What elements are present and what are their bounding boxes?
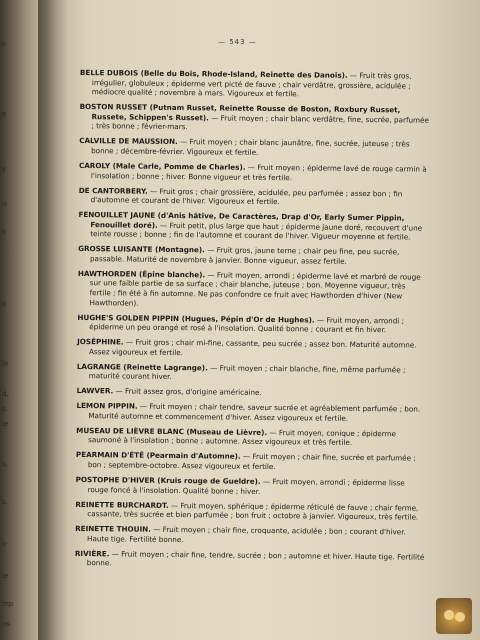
left-page-fragment: p (2, 110, 7, 118)
variety-description: — Fruit assez gros, d'origine américaine. (113, 386, 262, 398)
variety-entry (76, 475, 426, 498)
variety-description: — Fruit moyen ; chair blanc jaunâtre, fine, sucrée, juteuse ; très bonne ; décembre-février. Vigoureux et fertile. (91, 137, 410, 157)
variety-description: — Fruit moyen, arrondi ; épiderme un peu orangé et rosé à l'insolation. Qualité bonne ; courant et fin hiver. (89, 315, 405, 335)
variety-entry (77, 386, 427, 399)
variety-description: — Fruit moyen ; chair fine, sucrée et parfumée ; bon ; septembre-octobre. Assez vigoureux et fertile. (87, 452, 416, 472)
left-page-fragment: s, (2, 460, 8, 468)
left-page-fragment: y (2, 165, 7, 173)
variety-paragraph (75, 549, 425, 572)
variety-entry (79, 102, 429, 134)
left-page-fragment: o (2, 300, 7, 308)
variety-paragraph (80, 68, 430, 100)
variety-paragraph (76, 450, 426, 473)
variety-name: GROSSE LUISANTE (Montagne). (78, 244, 205, 255)
left-page-fragment: le (2, 360, 9, 368)
variety-paragraph (76, 426, 426, 449)
variety-description: — Fruit moyen ; chair fine, tendre, sucrée ; bon ; automne et hiver. Haute tige. Fertilité bonne. (86, 549, 425, 568)
variety-paragraph (77, 386, 427, 399)
left-page-fragment: u (2, 200, 7, 208)
variety-description: — Fruit moyen ; chair blanche, fine, même parfumée ; maturité courant hiver. (88, 363, 406, 382)
variety-description: — Fruit gros, jaune terne ; chair peu fine, peu sucrée, passable. Maturité de novembre à janvier. Bonne vigueur, assez fertile. (89, 245, 400, 266)
variety-description: — Fruit gros ; chair grossière, acidulée, peu parfumée ; assez bon ; fin d'automne et courant de l'hiver. Vigoureux et fertile. (90, 186, 403, 207)
variety-entry (76, 450, 426, 473)
variety-name: BELLE DUBOIS (Belle du Bois, Rhode-Island, Reinette des Danois). (79, 68, 348, 80)
variety-description: — Fruit moyen ; chair tendre, saveur sucrée et agréablement parfumée ; bon. Maturité automne et commencement d'hiver. Assez vigoureux et fertile. (88, 401, 421, 423)
variety-description: — Fruit moyen ; chair blanc verdâtre, fine, sucrée, parfumée ; très bonne ; février-mars. (91, 113, 429, 132)
variety-name: FENOUILLET JAUNE (d'Anis hâtive, De Caractères, Drap d'Or, Early Sumer Pippin, Fenouillet doré). (78, 210, 405, 230)
variety-name: CALVILLE DE MAUSSION. (79, 136, 178, 147)
variety-paragraph (75, 500, 425, 523)
variety-name: CAROLY (Male Carle, Pomme de Charles). (78, 160, 246, 172)
variety-entry (78, 244, 428, 267)
variety-description: — Fruit moyen, sphérique ; épiderme réticulé de fauve ; chair ferme, cassante, très sucrée et bien parfumée ; bon fruit ; octobre à janvier. Vigoureux, très fertile. (87, 500, 419, 522)
variety-name: HUGHE'S GOLDEN PIPPIN (Hugues, Pépin d'Or de Hughes). (77, 312, 315, 325)
variety-name: PEARMAIN D'ÉTÉ (Pearmain d'Automne). (75, 450, 241, 462)
variety-description: — Fruit petit, plus large que haut ; épiderme jaune doré, recouvert d'une teinte rousse ; bonne ; fin de l'automne et courant de l'hiver. Vigueur moyenne et fertile. (90, 220, 423, 242)
left-page-fragment: mp (2, 600, 14, 608)
variety-paragraph (78, 244, 428, 267)
variety-paragraph (75, 524, 425, 547)
variety-name: LAGRANGE (Reinette Lagrange). (76, 361, 208, 373)
variety-description: — Fruit moyen ; chair fine, croquante, acidulée ; bon ; courant d'hiver. Haute tige. Fertilité bonne. (87, 524, 406, 544)
variety-name: BOSTON RUSSET (Putnam Russet, Reinette Rousse de Boston, Roxbury Russet, Russete, Schippen's Russet). (79, 102, 401, 123)
variety-entry (75, 524, 425, 547)
variety-description: — Fruit moyen, arrondi ; épiderme lavé et marbré de rouge sur une faible partie de sa surface ; chair blanche, juteuse ; bon. Moyenne vigueur, très fertile ; fin été à fin automne. Ne pas confondre ce fruit avec Hawthorden d'hiver (New Hawthorden). (89, 270, 421, 308)
left-page-fragment: k (2, 228, 7, 236)
variety-entry (79, 136, 429, 159)
left-page-edge (0, 0, 38, 640)
variety-entry (77, 269, 427, 311)
variety-entry (80, 68, 430, 100)
variety-description: — Fruit gros ; chair mi-fine, cassante, peu sucrée ; assez bon. Maturité automne. Assez vigoureux et fertile. (88, 337, 417, 357)
variety-paragraph (76, 401, 426, 424)
variety-paragraph (78, 210, 428, 242)
left-page-fragment: ns (2, 620, 11, 628)
variety-description: — Fruit très gros, irrégulier, globuleux ; épiderme vert picté de fauve ; chair verdâtre, grossière, acidulée ; médiocre qualité ; novembre à mars. Vigoureux et fertile. (91, 70, 412, 99)
variety-entry (79, 185, 429, 208)
left-page-fragment: s. (2, 498, 8, 506)
variety-name: POSTOPHE D'HIVER (Kruis rouge de Gueldre). (75, 475, 261, 486)
left-page-fragment: le (2, 420, 9, 428)
left-page-fragment: le (2, 572, 9, 580)
variety-name: JOSÉPHINE. (77, 337, 124, 347)
variety-description: — Fruit moyen, arrondi ; épiderme lisse rouge foncé à l'insolation. Qualité bonne ; hiver. (87, 476, 405, 496)
variety-paragraph (79, 185, 429, 208)
variety-name: DE CANTORBERY. (78, 185, 148, 196)
variety-name: MUSEAU DE LIÈVRE BLANC (Museau de Lièvre). (76, 425, 268, 437)
variety-name: HAWTHORDEN (Épine blanche). (77, 268, 206, 280)
variety-entry (76, 401, 426, 424)
variety-entry (77, 313, 427, 336)
variety-name: LAWVER. (76, 386, 114, 396)
variety-name: LEMON PIPPIN. (76, 401, 138, 411)
variety-description: — Fruit moyen ; épiderme lavé de rouge carmin à l'insolation ; bonne ; hiver. Bonne vigueur et très fertile. (90, 162, 427, 182)
variety-entry (77, 362, 427, 385)
variety-list (75, 68, 430, 577)
variety-description: — Fruit moyen, conique ; épiderme saumoné à l'insolation ; bonne ; automne. Assez vigoureux et très fertile. (88, 427, 397, 448)
variety-paragraph (79, 136, 429, 159)
variety-entry (75, 500, 425, 523)
variety-entry (78, 210, 428, 242)
variety-entry (79, 161, 429, 184)
variety-entry (76, 426, 426, 449)
variety-paragraph (77, 362, 427, 385)
variety-paragraph (79, 161, 429, 184)
left-page-fragment: s- (2, 540, 9, 548)
variety-paragraph (79, 102, 429, 134)
variety-entry (75, 549, 425, 572)
variety-paragraph (77, 337, 427, 360)
variety-name: REINETTE THOUIN. (75, 524, 151, 534)
left-page-fragment: s (2, 40, 6, 48)
variety-name: RIVIÈRE. (74, 548, 110, 559)
fruit-thumbnail-watermark (436, 598, 472, 634)
variety-paragraph (76, 475, 426, 498)
variety-paragraph (77, 313, 427, 336)
variety-name: REINETTE BURCHARDT. (75, 499, 169, 510)
left-page-fragment: d, (2, 390, 9, 398)
page-number: — 543 — (218, 38, 257, 46)
gutter-shadow (38, 0, 68, 640)
variety-paragraph (77, 269, 427, 311)
variety-entry (77, 337, 427, 360)
left-page-fragment: s. (2, 405, 8, 413)
